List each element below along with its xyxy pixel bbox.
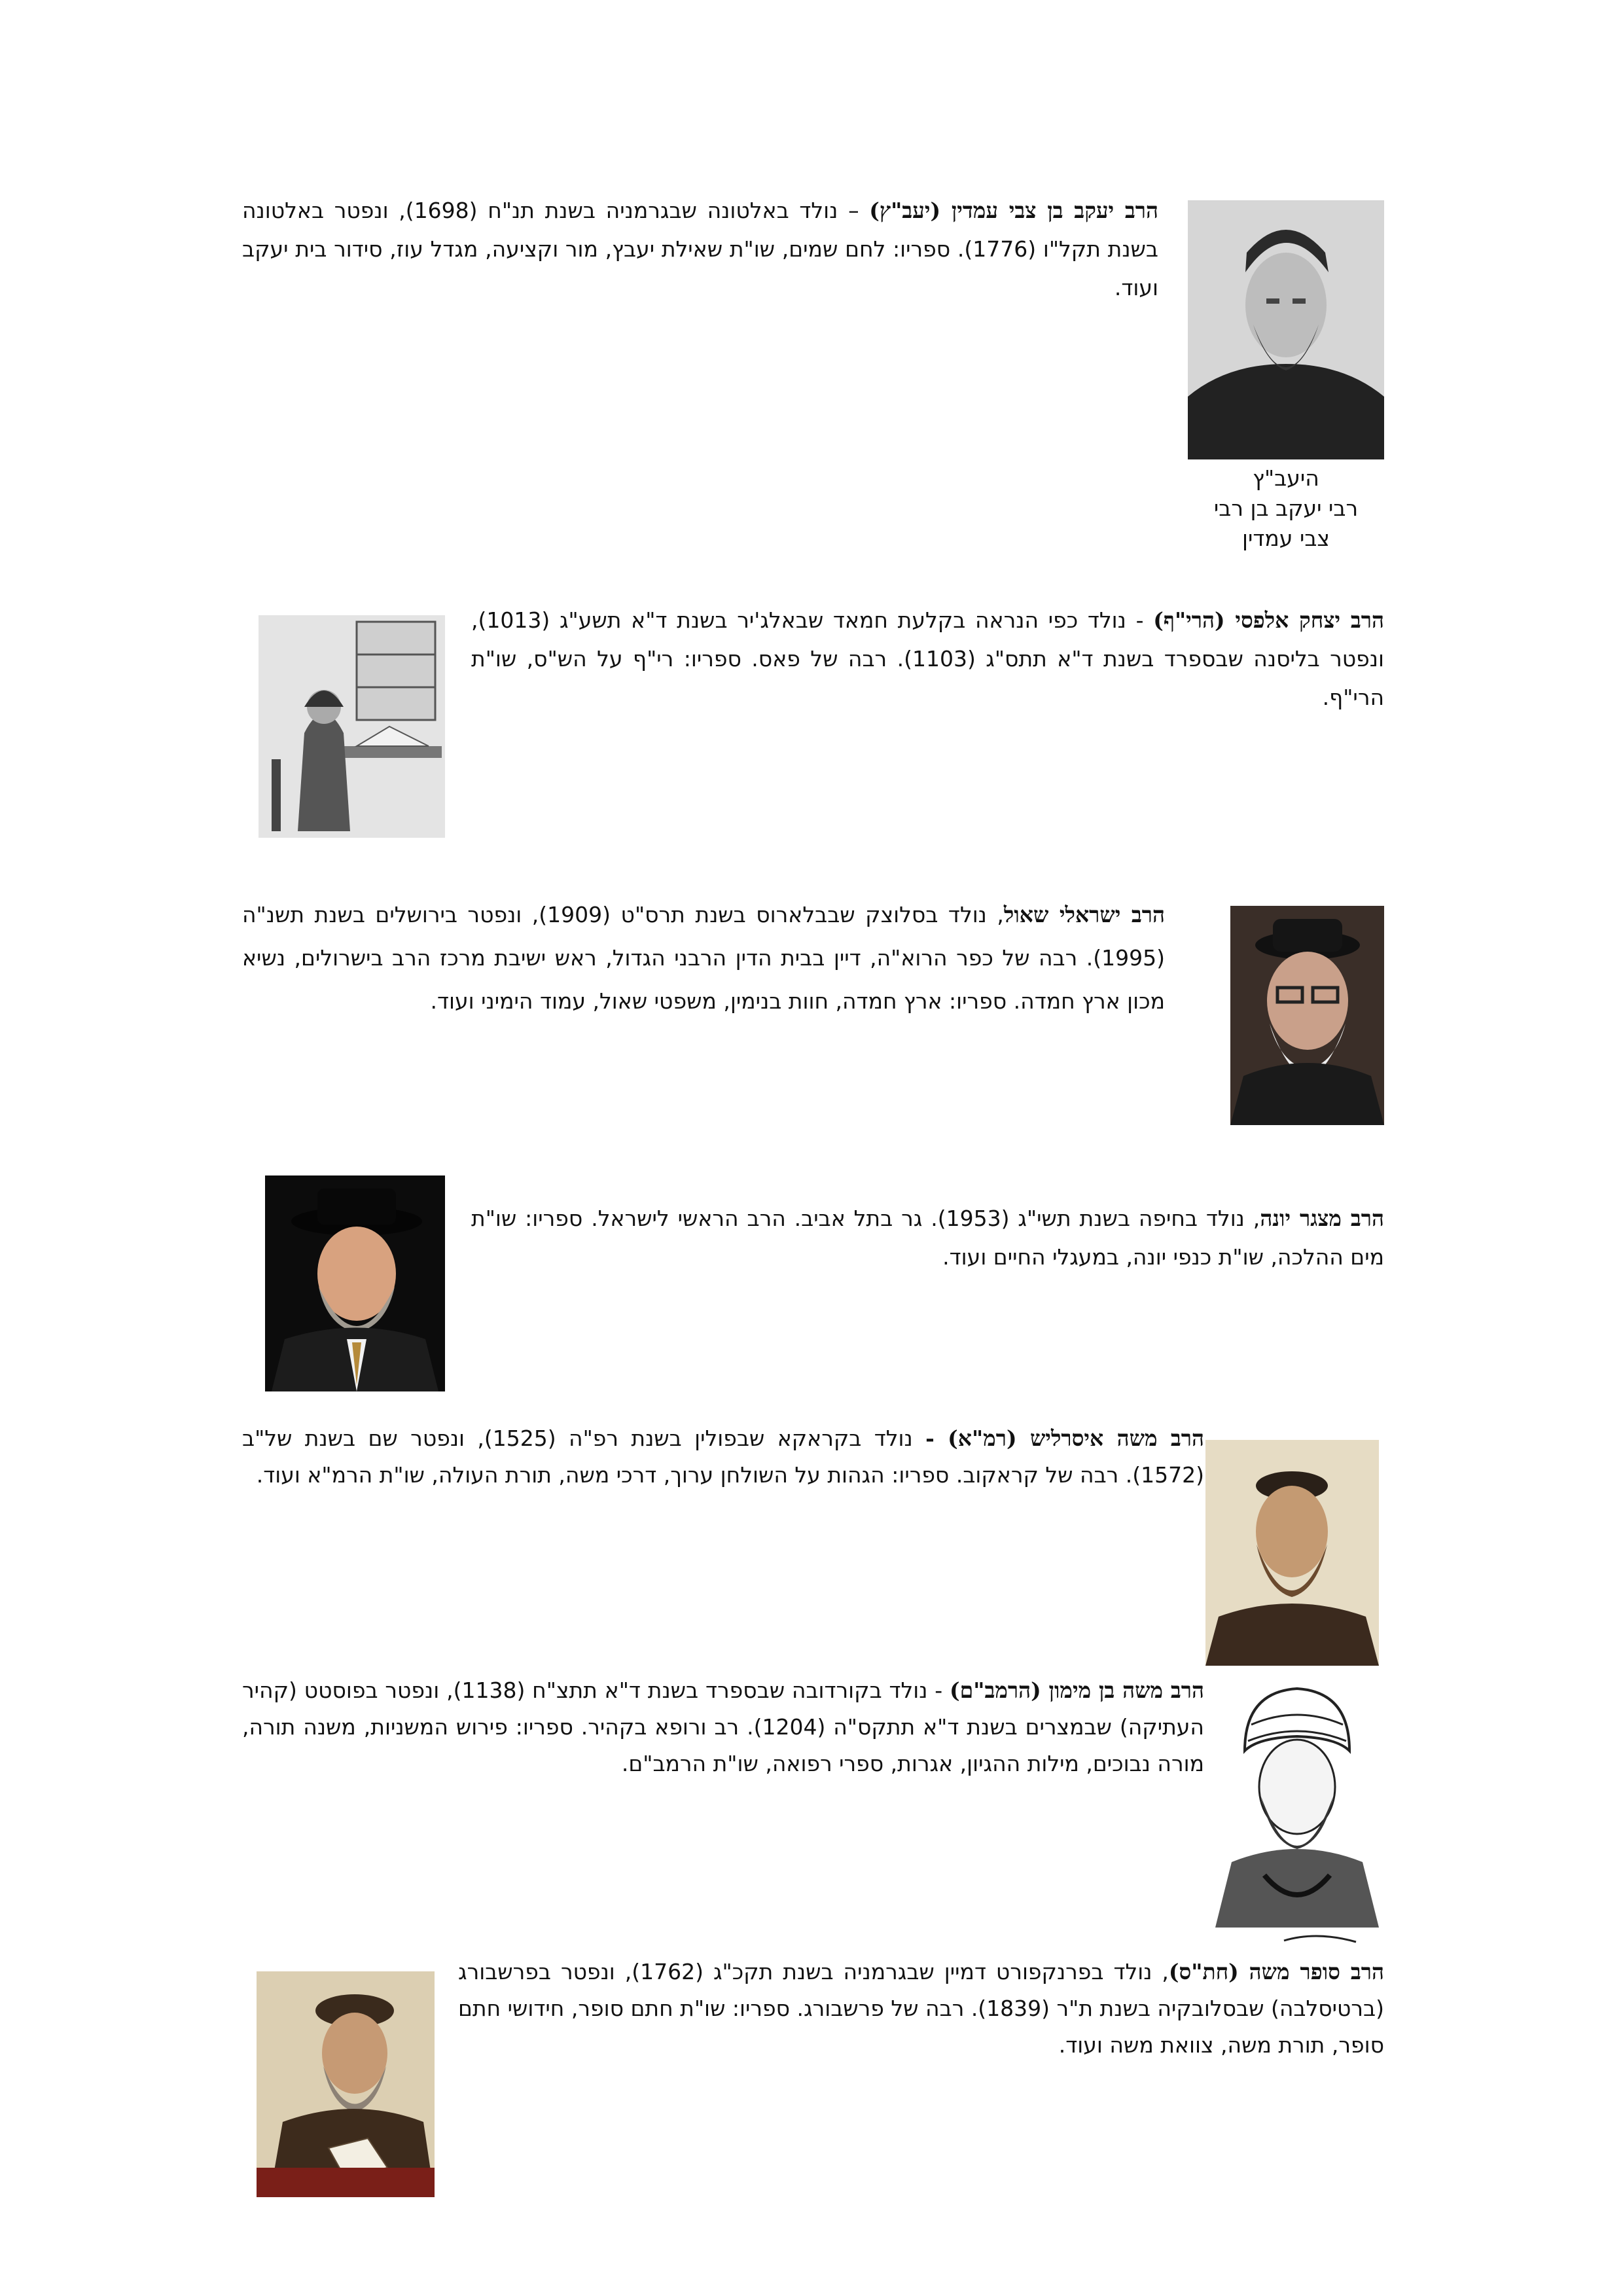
entry-body: נולד בקראקא שבפולין בשנת רפ"ה (1525), ונפטר שם בשנת של"ב (1572). רבה של קראקוב. ספריו: הגהות על השולחן ערוך, דרכי משה, תורת העולה, שו"ת הרמ"א ועוד. bbox=[242, 1426, 1204, 1488]
rabbi-name: הרב מצגר יונה bbox=[1260, 1206, 1385, 1231]
rabbi-name: הרב יצחק אלפסי (הרי"ף) bbox=[1153, 607, 1384, 633]
portrait-engraving-rambam-icon bbox=[1205, 1679, 1389, 1954]
caption-line: צבי עמדין bbox=[1242, 526, 1330, 551]
portrait-chatam-sofer bbox=[257, 1971, 435, 2197]
caption-line: רבי יעקב בן רבי bbox=[1213, 495, 1359, 521]
caption-line: היעב"ץ bbox=[1253, 465, 1319, 491]
portrait-painting-rema-icon bbox=[1205, 1440, 1379, 1666]
portrait-painting-chatam-sofer-icon bbox=[257, 1971, 435, 2197]
entry-body: , נולד בפרנקפורט דמיין שבגרמניה בשנת תקכ"ג (1762), ונפטר בפרשבורג (ברטיסלבה) שבסלובקיה בשנת ת"ר (1839). רבה של פרשבורג. ספריו: שו"ת חתם סופר, חידושי חתם סופר, תורת משה, צוואת משה ועוד. bbox=[458, 1959, 1384, 2058]
portrait-study-scene-icon bbox=[259, 615, 445, 838]
entry-body: - נולד כפי הנראה בקלעת חמאד שבאלג'יר בשנת ד"א תשע"ג (1013), ונפטר בליסנה שבספרד בשנת ד"א תתס"ג (1103). רבה של פאס. ספריו: רי"ף על הש"ס, שו"ת הרי"ף. bbox=[471, 607, 1384, 710]
entry-rema-text bbox=[242, 1420, 1204, 1494]
entry-body: , נולד בסלוצק שבבלארוס בשנת תרס"ט (1909), ונפטר בירושלים בשנת תשנ"ה (1995). רבה של כפר הרוא"ה, דיין בבית הדין הרבני הגדול, ראש ישיבת מרכז הרב בישרולים, נשיא מכון ארץ חמדה. ספריו: ארץ חמדה, חוות בנימין, משפטי שאול, עמוד הימיני ועוד. bbox=[242, 902, 1165, 1014]
portrait-yisraeli bbox=[1230, 906, 1384, 1125]
rabbi-name: הרב משה בן מימון (הרמב"ם) bbox=[950, 1677, 1204, 1703]
entry-body: – נולד באלטונה שבגרמניה בשנת תנ"ח (1698), ונפטר באלטונה בשנת תקל"ו (1776). ספריו: לחם שמים, שו"ת שאילת יעבץ, מור וקציעה, מגדל עוז, סידור בית יעקב ועוד. bbox=[242, 198, 1158, 300]
entry-chatam-sofer-text bbox=[458, 1954, 1384, 2064]
portrait-rema bbox=[1205, 1440, 1379, 1666]
portrait-emden bbox=[1188, 200, 1384, 459]
portrait-caption bbox=[1178, 463, 1394, 554]
portrait-photo-rabbi-hat-icon bbox=[265, 1175, 445, 1391]
rabbi-name: הרב ישראלי שאול bbox=[1003, 902, 1165, 927]
entry-yisraeli-text bbox=[242, 893, 1165, 1023]
portrait-metzger bbox=[265, 1175, 445, 1391]
entry-body: , נולד בחיפה בשנת תשי"ג (1953). גר בתל אביב. הרב הראשי לישראל. ספריו: שו"ת מים ההלכה, שו"ת כנפי יונה, במעגלי החיים ועוד. bbox=[471, 1206, 1384, 1270]
entry-alfasi-text bbox=[471, 601, 1384, 717]
portrait-rambam bbox=[1205, 1679, 1389, 1954]
entry-rambam-text bbox=[242, 1672, 1204, 1782]
portrait-photo-rabbi-glasses-icon bbox=[1230, 906, 1384, 1125]
portrait-engraving-rabbi-icon bbox=[1188, 200, 1384, 459]
entry-metzger-text bbox=[471, 1199, 1384, 1276]
rabbi-name: הרב משה איסרליש (רמ"א) - bbox=[925, 1426, 1204, 1451]
rabbi-name: הרב סופר משה (חת"ס) bbox=[1168, 1959, 1384, 1984]
portrait-alfasi bbox=[259, 615, 445, 838]
entry-body: - נולד בקורדובה שבספרד בשנת ד"א תתצ"ח (1138), ונפטר בפוסטט (קהיר העתיקה) שבמצרים בשנת ד"א תתקס"ה (1204). רב ורופא בקהיר. ספריו: פירוש המשניות, משנה תורה, מורה נבוכים, מילות ההגיון, אגרות, ספרי רפואה, שו"ת הרמב"ם. bbox=[242, 1677, 1204, 1776]
entry-emden-text bbox=[242, 191, 1158, 307]
rabbi-name: הרב יעקב בן צבי עמדין (יעב"ץ) bbox=[869, 198, 1158, 223]
